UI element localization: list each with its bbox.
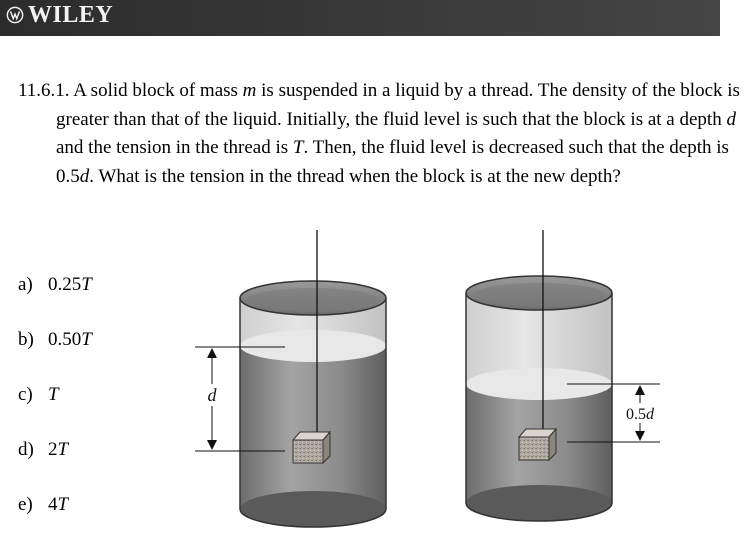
answer-value: 0.25: [48, 274, 82, 295]
answer-label: c): [18, 384, 33, 405]
answer-label: d): [18, 439, 34, 460]
answer-value: 2: [48, 439, 58, 460]
answer-variable: T: [57, 494, 69, 515]
question-number: 11.6.1.: [18, 80, 70, 101]
depth-label-left: d: [207, 385, 217, 405]
arrow-down-icon: [207, 440, 217, 450]
depth-label-right: [626, 406, 655, 423]
question-variable: m: [242, 80, 257, 101]
beaker-left: [195, 230, 386, 527]
question-text-segment: and the tension in the thread is: [56, 137, 293, 158]
beaker-right: [466, 230, 660, 521]
beaker-left-surface: [240, 330, 386, 362]
arrow-down-icon: [635, 431, 645, 441]
question-text-segment: . Then, the fluid level is decreased such that the depth is 0.5: [56, 137, 729, 187]
arrow-up-icon: [635, 385, 645, 395]
question-variable: d: [79, 165, 90, 187]
block-left: [293, 432, 330, 463]
answer-variable: T: [48, 384, 59, 405]
answer-value: 4: [48, 494, 58, 515]
question-text-segment: A solid block of mass: [69, 80, 243, 101]
arrow-up-icon: [207, 348, 217, 358]
answer-variable: T: [57, 439, 69, 460]
depth-label-right-var: d: [646, 406, 654, 423]
answer-value: 0.50: [48, 329, 82, 350]
answer-label: b): [18, 329, 34, 350]
answer-variable: T: [81, 274, 92, 295]
answer-variable: T: [81, 329, 92, 350]
question-text-segment: . What is the tension in the thread when the block is at the new depth?: [89, 165, 621, 187]
question-variable: T: [292, 137, 304, 158]
brand-name: WILEY: [28, 1, 114, 28]
answer-label: e): [18, 494, 33, 515]
beaker-left-liquid: [240, 346, 386, 509]
question-variable: d: [726, 108, 736, 130]
depth-label-right-num: 0.5: [626, 406, 646, 423]
block-right: [519, 429, 556, 460]
question-text-segment: is suspended in a liquid by a thread. The density of the block is greater than that of the liquid. Initially, the fluid level is such that the block is at a depth: [56, 80, 740, 130]
answer-label: a): [18, 274, 33, 295]
